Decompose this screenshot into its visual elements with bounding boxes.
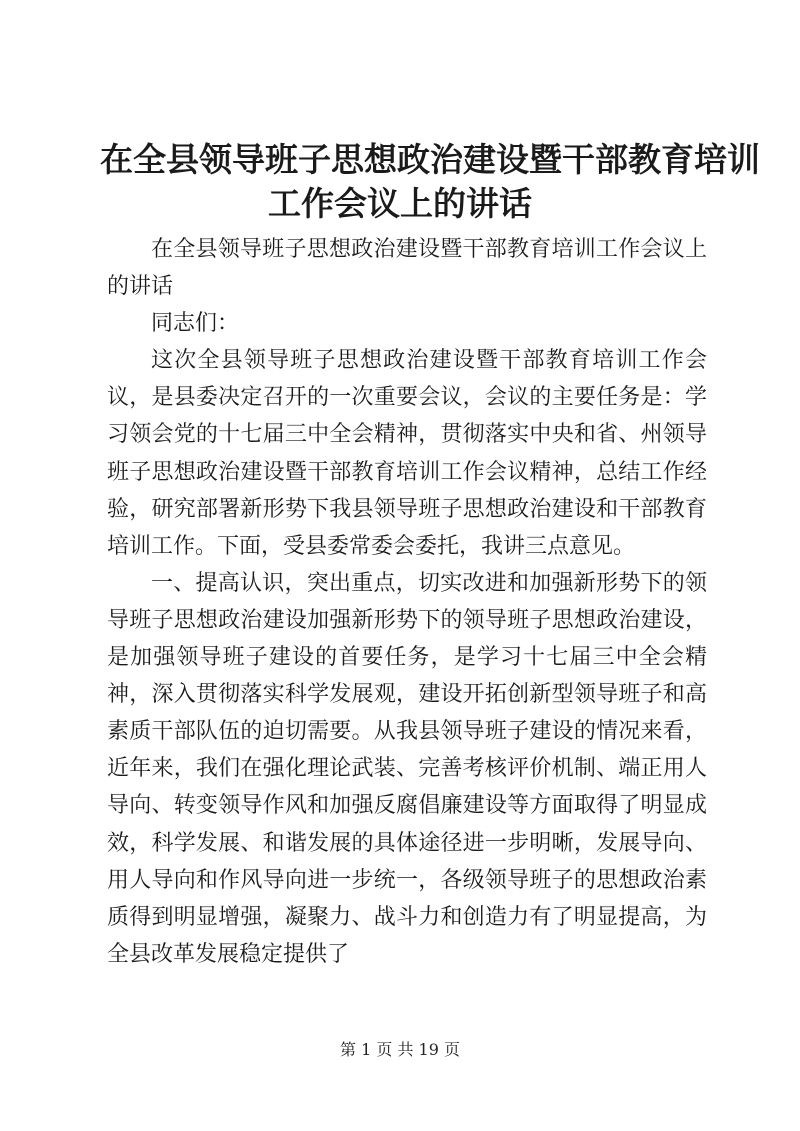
body-paragraph-section-one: 一、提高认识，突出重点，切实改进和加强新形势下的领导班子思想政治建设加强新形势下的领导班子思想政治建设，是加强领导班子建设的首要任务，是学习十七届三中全会精神，深入贯彻落实科学发展观，建设开拓创新型领导班子和高素质干部队伍的迫切需要。从我县领导班子建设的情况来看，近年来，我们在强化理论武装、完善考核评价机制、端正用人导向、转变领导作风和加强反腐倡廉建设等方面取得了明显成效，科学发展、和谐发展的具体途径进一步明晰，发展导向、用人导向和作风导向进一步统一，各级领导班子的思想政治素质得到明显增强，凝聚力、战斗力和创造力有了明显提高，为全县改革发展稳定提供了	[107, 570, 707, 967]
document-body	[107, 231, 707, 973]
document-title-line-1: 在全县领导班子思想政治建设暨干部教育培训	[100, 140, 760, 179]
body-paragraph-heading: 在全县领导班子思想政治建设暨干部教育培训工作会议上的讲话	[107, 237, 707, 300]
body-paragraph-greeting: 同志们：	[151, 311, 240, 337]
body-paragraph-intro: 这次全县领导班子思想政治建设暨干部教育培训工作会议，是县委决定召开的一次重要会议，会议的主要任务是：学习领会党的十七届三中全会精神，贯彻落实中央和省、州领导班子思想政治建设暨干部教育培训工作会议精神，总结工作经验，研究部署新形势下我县领导班子思想政治建设和干部教育培训工作。下面，受县委常委会委托，我讲三点意见。	[107, 348, 707, 559]
document-title-line-2: 工作会议上的讲话	[268, 184, 532, 223]
page-footer: 第 1 页 共 19 页	[340, 1040, 460, 1059]
